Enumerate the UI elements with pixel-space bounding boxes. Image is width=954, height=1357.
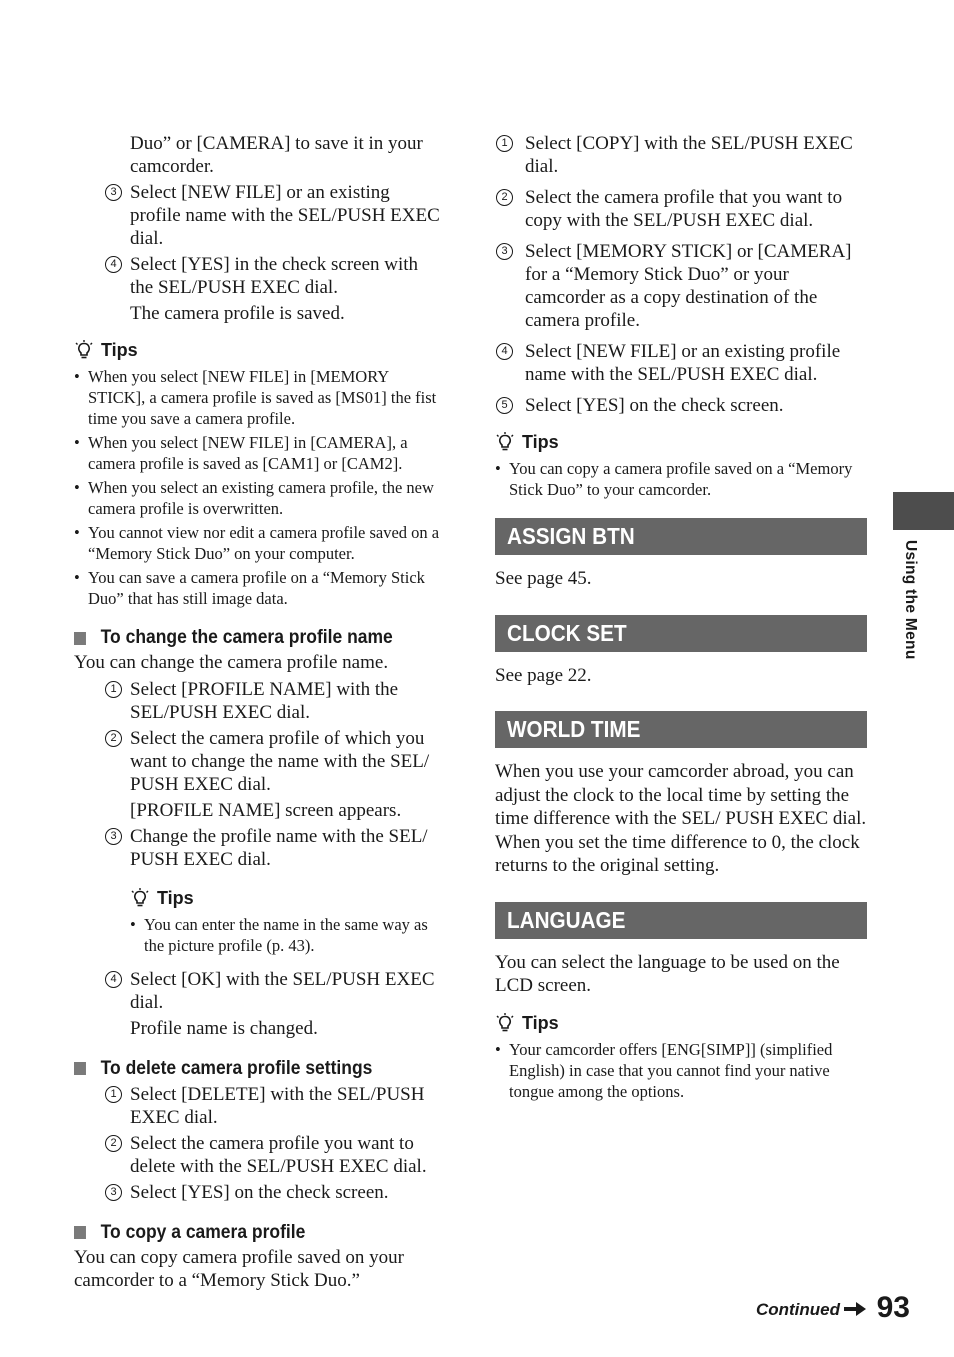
change-name-intro: You can change the camera profile name. (74, 652, 389, 673)
tip-item: • You can copy a camera profile saved on a “Memory Stick Duo” to your camcorder. (495, 458, 867, 500)
step-1 (74, 678, 444, 724)
world-time-text-2: When you set the time difference to 0, the clock returns to the original setting. (495, 831, 860, 876)
tip-item: • Your camcorder offers [ENG[SIMP]] (simplified English) in case that you cannot find your native tongue among the options. (495, 1039, 867, 1102)
step-number: 1 (105, 681, 122, 698)
continued-label: Continued (755, 1300, 840, 1319)
language-text: You can select the language to be used on the LCD screen. (495, 951, 840, 996)
tips-list (495, 458, 867, 500)
tips-label: Tips (101, 340, 138, 360)
tips-list (74, 366, 444, 609)
step-number: 5 (496, 397, 513, 414)
tip-item: • You can save a camera profile on a “Memory Stick Duo” that has still image data. (74, 567, 444, 609)
step-text: Select [MEMORY STICK] or [CAMERA] for a “Memory Stick Duo” or your camcorder as a copy destination of the camera profile. (525, 241, 852, 331)
square-bullet-icon (74, 1062, 86, 1075)
tips-label: Tips (157, 887, 194, 908)
step-number: 2 (496, 189, 513, 206)
chapter-label: Using the Menu (902, 540, 919, 660)
step-text: Select [PROFILE NAME] with the SEL/PUSH EXEC dial. (130, 678, 399, 723)
tips-heading (495, 1012, 867, 1034)
tips-list (495, 1039, 867, 1102)
tip-item: • When you select [NEW FILE] in [CAMERA], a camera profile is saved as [CAM1] or [CAM2]. (74, 432, 444, 474)
step-text: Select the camera profile of which you want to change the name with the SEL/ PUSH EXEC dial. (130, 727, 430, 795)
step-2 (74, 1132, 444, 1178)
lightbulb-icon (495, 1013, 515, 1033)
world-time-text-1: When you use your camcorder abroad, you can adjust the clock to the local time by setting the time difference with the SEL/ PUSH EXEC dial. (495, 761, 867, 829)
lightbulb-icon (74, 340, 94, 360)
step-2 (74, 727, 444, 796)
step-number: 1 (496, 135, 513, 152)
step-3 (74, 181, 444, 250)
copy-step-3 (495, 240, 867, 332)
square-bullet-icon (74, 1226, 86, 1239)
step-number: 4 (105, 971, 122, 988)
tip-item: • When you select [NEW FILE] in [MEMORY STICK], a camera profile is saved as [MS01] the fist time you save a camera profile. (74, 366, 444, 429)
step-number: 3 (105, 184, 122, 201)
step-text: Select [YES] in the check screen with the SEL/PUSH EXEC dial. (130, 254, 419, 298)
lightbulb-icon (495, 432, 515, 452)
world-time-heading: WORLD TIME (495, 711, 867, 748)
tips-label: Tips (522, 432, 559, 452)
step-number: 4 (496, 343, 513, 360)
clock-set-heading: CLOCK SET (495, 615, 867, 652)
step-1 (74, 1083, 444, 1129)
copy-heading: To copy a camera profile (74, 1222, 414, 1244)
assign-btn-heading: ASSIGN BTN (495, 518, 867, 555)
intro-continued: Duo” or [CAMERA] to save it in your camcorder. (130, 133, 423, 177)
step-text: Select the camera profile that you want to copy with the SEL/PUSH EXEC dial. (525, 187, 843, 231)
step-text: Select the camera profile you want to delete with the SEL/PUSH EXEC dial. (130, 1132, 427, 1177)
step-text: Select [YES] on the check screen. (525, 395, 784, 416)
right-column (495, 132, 867, 1105)
tips-heading (74, 339, 444, 361)
step-number: 2 (105, 1135, 122, 1152)
copy-step-4 (495, 340, 867, 386)
copy-step-1 (495, 132, 867, 178)
step-number: 1 (105, 1086, 122, 1103)
tip-item: • You can enter the name in the same way as the picture profile (p. 43). (130, 914, 444, 956)
step-3 (74, 825, 444, 871)
tips-label: Tips (522, 1012, 559, 1033)
nested-tips (74, 887, 444, 956)
step-text: Select [COPY] with the SEL/PUSH EXEC dial. (525, 133, 853, 177)
tip-item: • When you select an existing camera profile, the new camera profile is overwritten. (74, 477, 444, 519)
step-text: Select [NEW FILE] or an existing profile name with the SEL/PUSH EXEC dial. (130, 182, 440, 249)
tips-list (130, 914, 444, 956)
clock-set-text: See page 22. (495, 664, 592, 686)
lightbulb-icon (130, 888, 150, 908)
chapter-tab (893, 492, 954, 530)
copy-intro: You can copy camera profile saved on your camcorder to a “Memory Stick Duo.” (74, 1246, 404, 1291)
delete-heading: To delete camera profile settings (74, 1058, 414, 1080)
left-column (74, 132, 444, 1293)
step-note: Profile name is changed. (130, 1017, 318, 1039)
page-footer (700, 1290, 910, 1330)
language-heading: LANGUAGE (495, 902, 867, 939)
step-number: 3 (496, 243, 513, 260)
step-text: Change the profile name with the SEL/ PUSH EXEC dial. (130, 825, 428, 870)
copy-step-2 (495, 186, 867, 232)
change-name-heading: To change the camera profile name (74, 627, 414, 649)
step-text: Select [DELETE] with the SEL/PUSH EXEC dial. (130, 1083, 425, 1128)
step-text: Select [NEW FILE] or an existing profile name with the SEL/PUSH EXEC dial. (525, 341, 841, 385)
square-bullet-icon (74, 632, 86, 645)
step-text: Select [OK] with the SEL/PUSH EXEC dial. (130, 968, 435, 1013)
step-number: 2 (105, 730, 122, 747)
tips-heading (495, 431, 867, 453)
step-text: Select [YES] on the check screen. (130, 1181, 389, 1203)
tip-item: • You cannot view nor edit a camera profile saved on a “Memory Stick Duo” on your computer. (74, 522, 444, 564)
step-note: The camera profile is saved. (130, 303, 345, 324)
step-number: 3 (105, 828, 122, 845)
step-number: 4 (105, 256, 122, 273)
step-number: 3 (105, 1184, 122, 1201)
arrow-right-icon (844, 1302, 866, 1316)
tips-heading (130, 887, 444, 909)
page-number: 93 (876, 1291, 910, 1324)
copy-step-5 (495, 394, 867, 417)
step-3 (74, 1181, 444, 1204)
step-4 (74, 253, 444, 299)
assign-btn-text: See page 45. (495, 568, 592, 589)
step-4 (74, 968, 444, 1014)
step-note: [PROFILE NAME] screen appears. (130, 799, 402, 821)
